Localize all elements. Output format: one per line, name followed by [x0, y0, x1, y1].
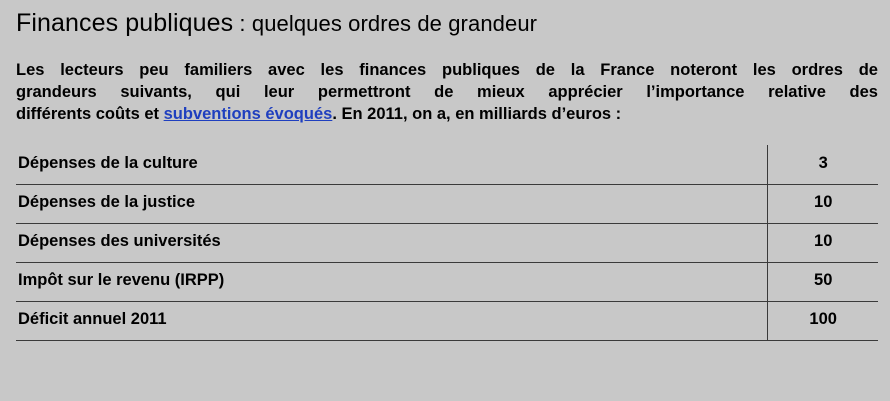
table-cell-label: Dépenses de la culture	[16, 145, 768, 184]
intro-line-3-before: différents coûts et	[16, 105, 164, 123]
intro-line-3	[16, 103, 878, 125]
table-cell-value: 50	[768, 262, 878, 301]
page-title	[16, 8, 876, 39]
intro-line-3-after: . En 2011, on a, en milliards d’euros :	[332, 105, 622, 123]
table-cell-value: 10	[768, 223, 878, 262]
intro-paragraph	[16, 59, 878, 125]
table-row	[16, 145, 878, 184]
table-row	[16, 223, 878, 262]
table-cell-label: Déficit annuel 2011	[16, 301, 768, 340]
table-cell-value: 10	[768, 184, 878, 223]
intro-line-2: grandeurs suivants, qui leur permettront de mieux apprécier l’importance relative des	[16, 83, 878, 101]
table-row	[16, 301, 878, 340]
subventions-link[interactable]: subventions évoqués	[163, 105, 333, 123]
page-title-lead: Finances publiques	[16, 9, 234, 37]
page-title-tail: : quelques ordres de grandeur	[233, 11, 538, 36]
table-cell-label: Dépenses de la justice	[16, 184, 768, 223]
table-cell-value: 100	[768, 301, 878, 340]
intro-line-1: Les lecteurs peu familiers avec les finances publiques de la France noteront les ordres de	[16, 61, 878, 79]
table-row	[16, 262, 878, 301]
figures-table	[16, 145, 878, 341]
table-row	[16, 184, 878, 223]
table-cell-value: 3	[768, 145, 878, 184]
table-cell-label: Dépenses des universités	[16, 223, 768, 262]
table-cell-label: Impôt sur le revenu (IRPP)	[16, 262, 768, 301]
